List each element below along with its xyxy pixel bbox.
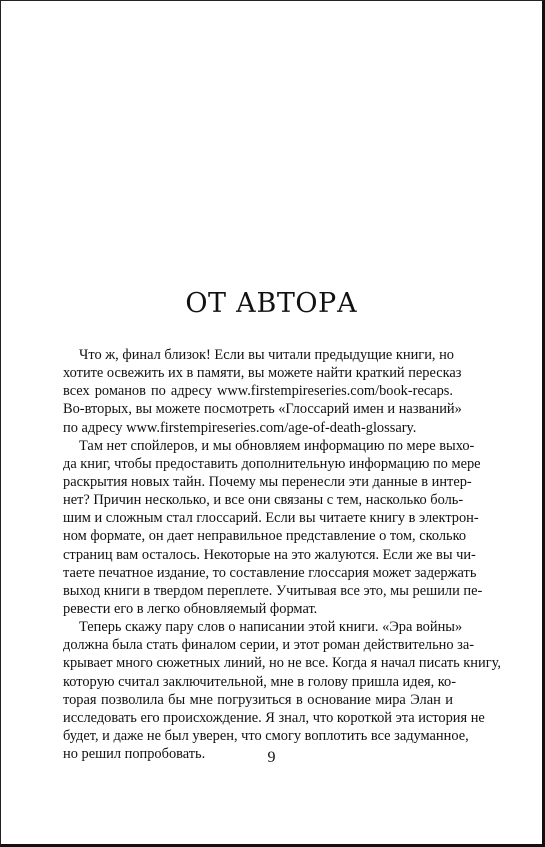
text-line: Что ж, финал близок! Если вы читали предыдущие книги, но [79,347,454,363]
text-line: исследовать его происхождение. Я знал, что короткой эта история не [63,709,485,726]
text-line: но решил попробовать. [63,746,206,763]
text-line: хотите освежить их в памяти, вы можете найти краткий пересказ [63,365,462,382]
text-line: будет, и даже не был уверен, что смогу воплотить все задуманное, [63,727,469,744]
text-line: которую считал заключительной, мне в голову пришла идея, ко- [63,673,457,690]
text-line: таете печатное издание, то составление глоссария может задержать [63,564,477,581]
paragraph [63,437,483,618]
page-number: 9 [267,749,276,766]
page-body-text [63,346,501,763]
text-line: Там нет спойлеров, и мы обновляем информацию по мере выхо- [79,437,475,454]
text-line: да книг, чтобы предоставить дополнительную информацию по мере [63,455,481,472]
text-line: должна была стать финалом серии, и этот роман действительно за- [63,637,475,654]
text-line: крывает много сюжетных линий, но не все. Когда я начал писать книгу, [63,655,501,672]
text-line: ном формате, он дает неправильное представление о том, сколько [63,528,467,545]
paragraph [63,346,462,437]
paragraph [63,618,501,763]
text-line: нет? Причин несколько, и все они связаны с тем, насколько боль- [63,492,464,509]
text-line: раскрытия новых тайн. Почему мы перенесли эти данные в интер- [63,473,472,490]
text-line: шим и сложным стал глоссарий. Если вы читаете книгу в электрон- [63,510,479,527]
text-line: Во-вторых, вы можете посмотреть «Глоссарий имен и названий» [63,401,462,418]
text-line: Теперь скажу пару слов о написании этой книги. «Эра войны» [79,619,463,636]
text-line: страниц вам осталось. Некоторые на это жалуются. Если же вы чи- [63,546,476,563]
text-line: выход книги в твердом переплете. Учитывая все это, мы решили пе- [63,582,483,599]
text-line: всех романов по адресу www.firstempireseries.com/book-recaps. [63,383,453,400]
text-line: ревести его в легко обновляемый формат. [63,600,318,617]
text-line: по адресу www.firstempireseries.com/age-of-death-glossary. [63,419,417,436]
text-line: торая позволила бы мне погрузиться в основание мира Элан и [63,691,453,708]
chapter-title: ОТ АВТОРА [185,288,358,319]
